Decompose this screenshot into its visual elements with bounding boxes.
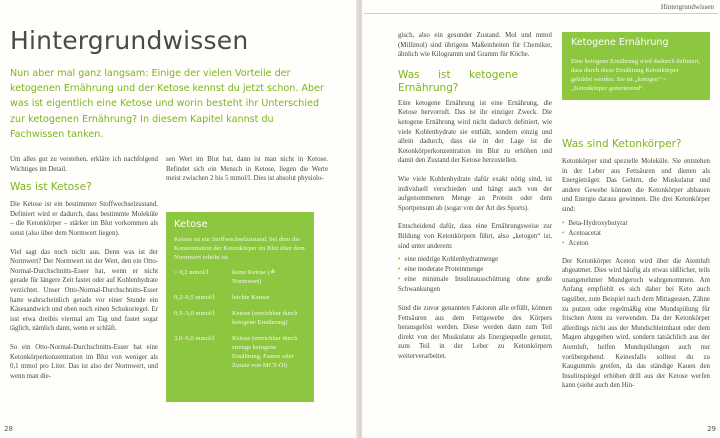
info-box-title: Ketose	[174, 219, 208, 230]
body-paragraph: Der Ketonkörper Aceton wird über die Atemluft abgeatmet. Dies wird häufig als etwas süßlicher, teils unangenehmer Mundgeruch wahrgenommen. Am Anfang empfiehlt es sich daher bei Keto auch tagsüber, zum Beispiel nach dem Mittagessen, Zähne zu putzen oder regelmäßig eine Mundspülung für frischen Atem zu verwenden. Da der Ketonkörper allerdings nicht aus der Mundschleimhaut oder dem Magen abgegeben wird, sondern tatsächlich aus der Atemluft, helfen Mundspülungen auch nur vorübergehend. Keinesfalls solltest du zu Kaugummis greifen, da das ständige Kauen den Insulinspiegel erhöhen drill aus der Ketose werfen kann (siehe auch den Hin-	[562, 257, 710, 390]
right-column-2	[562, 138, 710, 391]
body-paragraph: Um alles gut zu verstehen, erkläre ich nachfolgend Wichtiges im Detail.	[10, 156, 158, 173]
ketose-value-table	[174, 268, 306, 377]
ketose-info-box	[166, 212, 314, 402]
body-paragraph: Eine ketogene Ernährung ist eine Ernährung, die Ketose hervorruft. Das ist ihr einziger Zweck. Die ketogene Ernährung wird nicht dadurch definiert, wie viele Kohlenhydrate sie enthält, sondern einzig und allein dadurch, dass sie in der Lage ist die Ketonkörperkonzentration im Blut zu erhöhen und damit den Zustand der Ketose herzustellen.	[398, 99, 552, 165]
body-paragraph: Die Ketose ist ein bestimmter Stoffwechselzustand. Definiert wird er dadurch, dass bestimmte Moleküle – die Ketonkörper – stärker im Blut vorkommen als sonst (also über dem Normwert liegen).	[10, 201, 158, 237]
list-item: • Aceton	[562, 239, 710, 249]
info-box-text: Eine ketogene Ernährung wird dadurch definiert, dass durch diese Ernährung Ketonkörper gebildet werden. Sie ist „ketogen“ = „Ketonkörper generierend“.	[563, 52, 709, 99]
chapter-title: Hintergrundwissen	[10, 26, 249, 55]
body-paragraph: gisch, also ein gesunder Zustand. Mol und mmol (Millimol) sind übrigens Maßeinheiten für Chemiker, ähnlich wie Kilogramm und Gramm für Köche.	[398, 32, 552, 59]
factor-list	[398, 255, 552, 295]
body-paragraph: Entscheidend dafür, dass eine Ernährungsweise zur Bildung von Ketonkörpern führt, also „ketogen“ ist, sind unter anderem:	[398, 223, 552, 250]
running-head: Hintergrundwissen	[660, 3, 714, 11]
ketogene-ernaehrung-box	[562, 32, 710, 100]
list-item: • eine minimale Insulinausschüttung ohne große Schwankungen	[398, 275, 552, 295]
page-number-left: 28	[4, 425, 13, 433]
body-paragraph: Viel sagt das noch nicht aus. Denn was ist der Normwert? Der Normwert ist der Wert, den ein Otto-Normal-Durchschnitts-Esser hat, wenn er nicht gerade für längere Zeit fastet oder auf Kohlenhydrate verzichtet. Unser Otto-Normal-Durchschnitts-Esser hatte wahrscheinlich gerade vor einer Stunde ein Käsesandwich und eben noch einen Schokoriegel. Er isst etwa dreibis viermal am Tag und fastet sogar täglich, nämlich dann, wenn er schläft.	[10, 248, 158, 333]
section-heading-ketose: Was ist Ketose?	[10, 181, 92, 194]
left-page	[0, 0, 358, 438]
left-column-1	[10, 155, 158, 381]
page-number-right: 29	[707, 425, 716, 433]
table-row: 0,2–0,5 mmol/l leichte Ketose	[174, 294, 270, 301]
list-item: • Acetoacetat	[562, 229, 710, 239]
right-page	[362, 0, 720, 438]
table-row: 0,5–3,0 mmol/l Ketose (erreichbar durch ketogene Ernährung)	[174, 310, 298, 326]
body-paragraph: So ein Otto-Normal-Durchschnitts-Esser hat eine Ketonkörperkonzentration im Blut von weniger als 0,1 mmol pro Liter. Das ist also der Normwert, und wenn man die-	[10, 343, 158, 380]
body-paragraph: Ketonkörper sind spezielle Moleküle. Sie entstehen in der Leber aus Fettsäuren und dienen als Energieträger. Das Gehirn, die Muskulatur und andere Gewebe können die Ketonkörper abbauen und Energie daraus gewinnen. Die drei Ketonkörper sind:	[562, 158, 710, 213]
table-row: 3,0–6,0 mmol/l Ketose (erreichbar durch strenge ketogene Ernährung, Fasten oder Zusatz von MCT-Öl)	[174, 335, 298, 369]
header-rule	[364, 13, 718, 14]
ketone-list	[562, 219, 710, 249]
info-box-title: Ketogene Ernährung	[563, 33, 709, 52]
info-box-text: Ketose ist ein Stoffwechselzustand, bei dem die Konzentration der Ketonkörper im Blut über dem Normwert erhöht ist.	[174, 236, 305, 261]
section-heading-ketogene-ernaehrung: Was ist ketogene Ernährung?	[398, 68, 518, 94]
body-paragraph: Wie viele Kohlenhydrate dafür exakt nötig sind, ist individuell verschieden und hängt auch von der aufgenommenen Menge an Protein oder dem Sportpensum ab (sogar von der Art des Sports).	[398, 175, 552, 212]
section-heading-ketonkoerper: Was sind Ketonkörper?	[562, 138, 682, 150]
list-item: • eine moderate Proteinmenge	[398, 265, 552, 275]
intro-paragraph: Nun aber mal ganz langsam: Einige der vielen Vorteile der ketogenen Ernährung und der Ketose kennst du jetzt schon. Aber was ist eigentlich eine Ketose und worin besteht ihr Unterschied zur ketogenen Ernährung? In diesem Kapitel kannst du Fachwissen tanken.	[10, 68, 324, 140]
body-paragraph: sen Wert im Blut hat, dann ist man nicht in Ketose. Befindet sich ein Mensch in Ketose, liegen die Werte meist zwischen 2 bis 5 mmol/l. Dies ist absolut physiolo-	[166, 156, 328, 183]
body-paragraph: Sind die zuvor genannten Faktoren alle erfüllt, können Fettsäuren aus dem Fettgewebe des Körpers herausgelöst werden. Diese werden dann zum Teil direkt von der Muskulatur als Energiequelle genutzt, zum Teil in der Leber zu Ketonkörpern weiterverarbeitet.	[398, 305, 552, 361]
list-item: • eine niedrige Kohlenhydratmenge	[398, 255, 552, 265]
table-row: < 0,2 mmol/l keine Ketose (≙ Normwert)	[174, 269, 276, 285]
right-column-1	[398, 31, 552, 362]
left-column-2	[166, 155, 328, 184]
list-item: • Beta-Hydroxybutyrat	[562, 219, 710, 229]
